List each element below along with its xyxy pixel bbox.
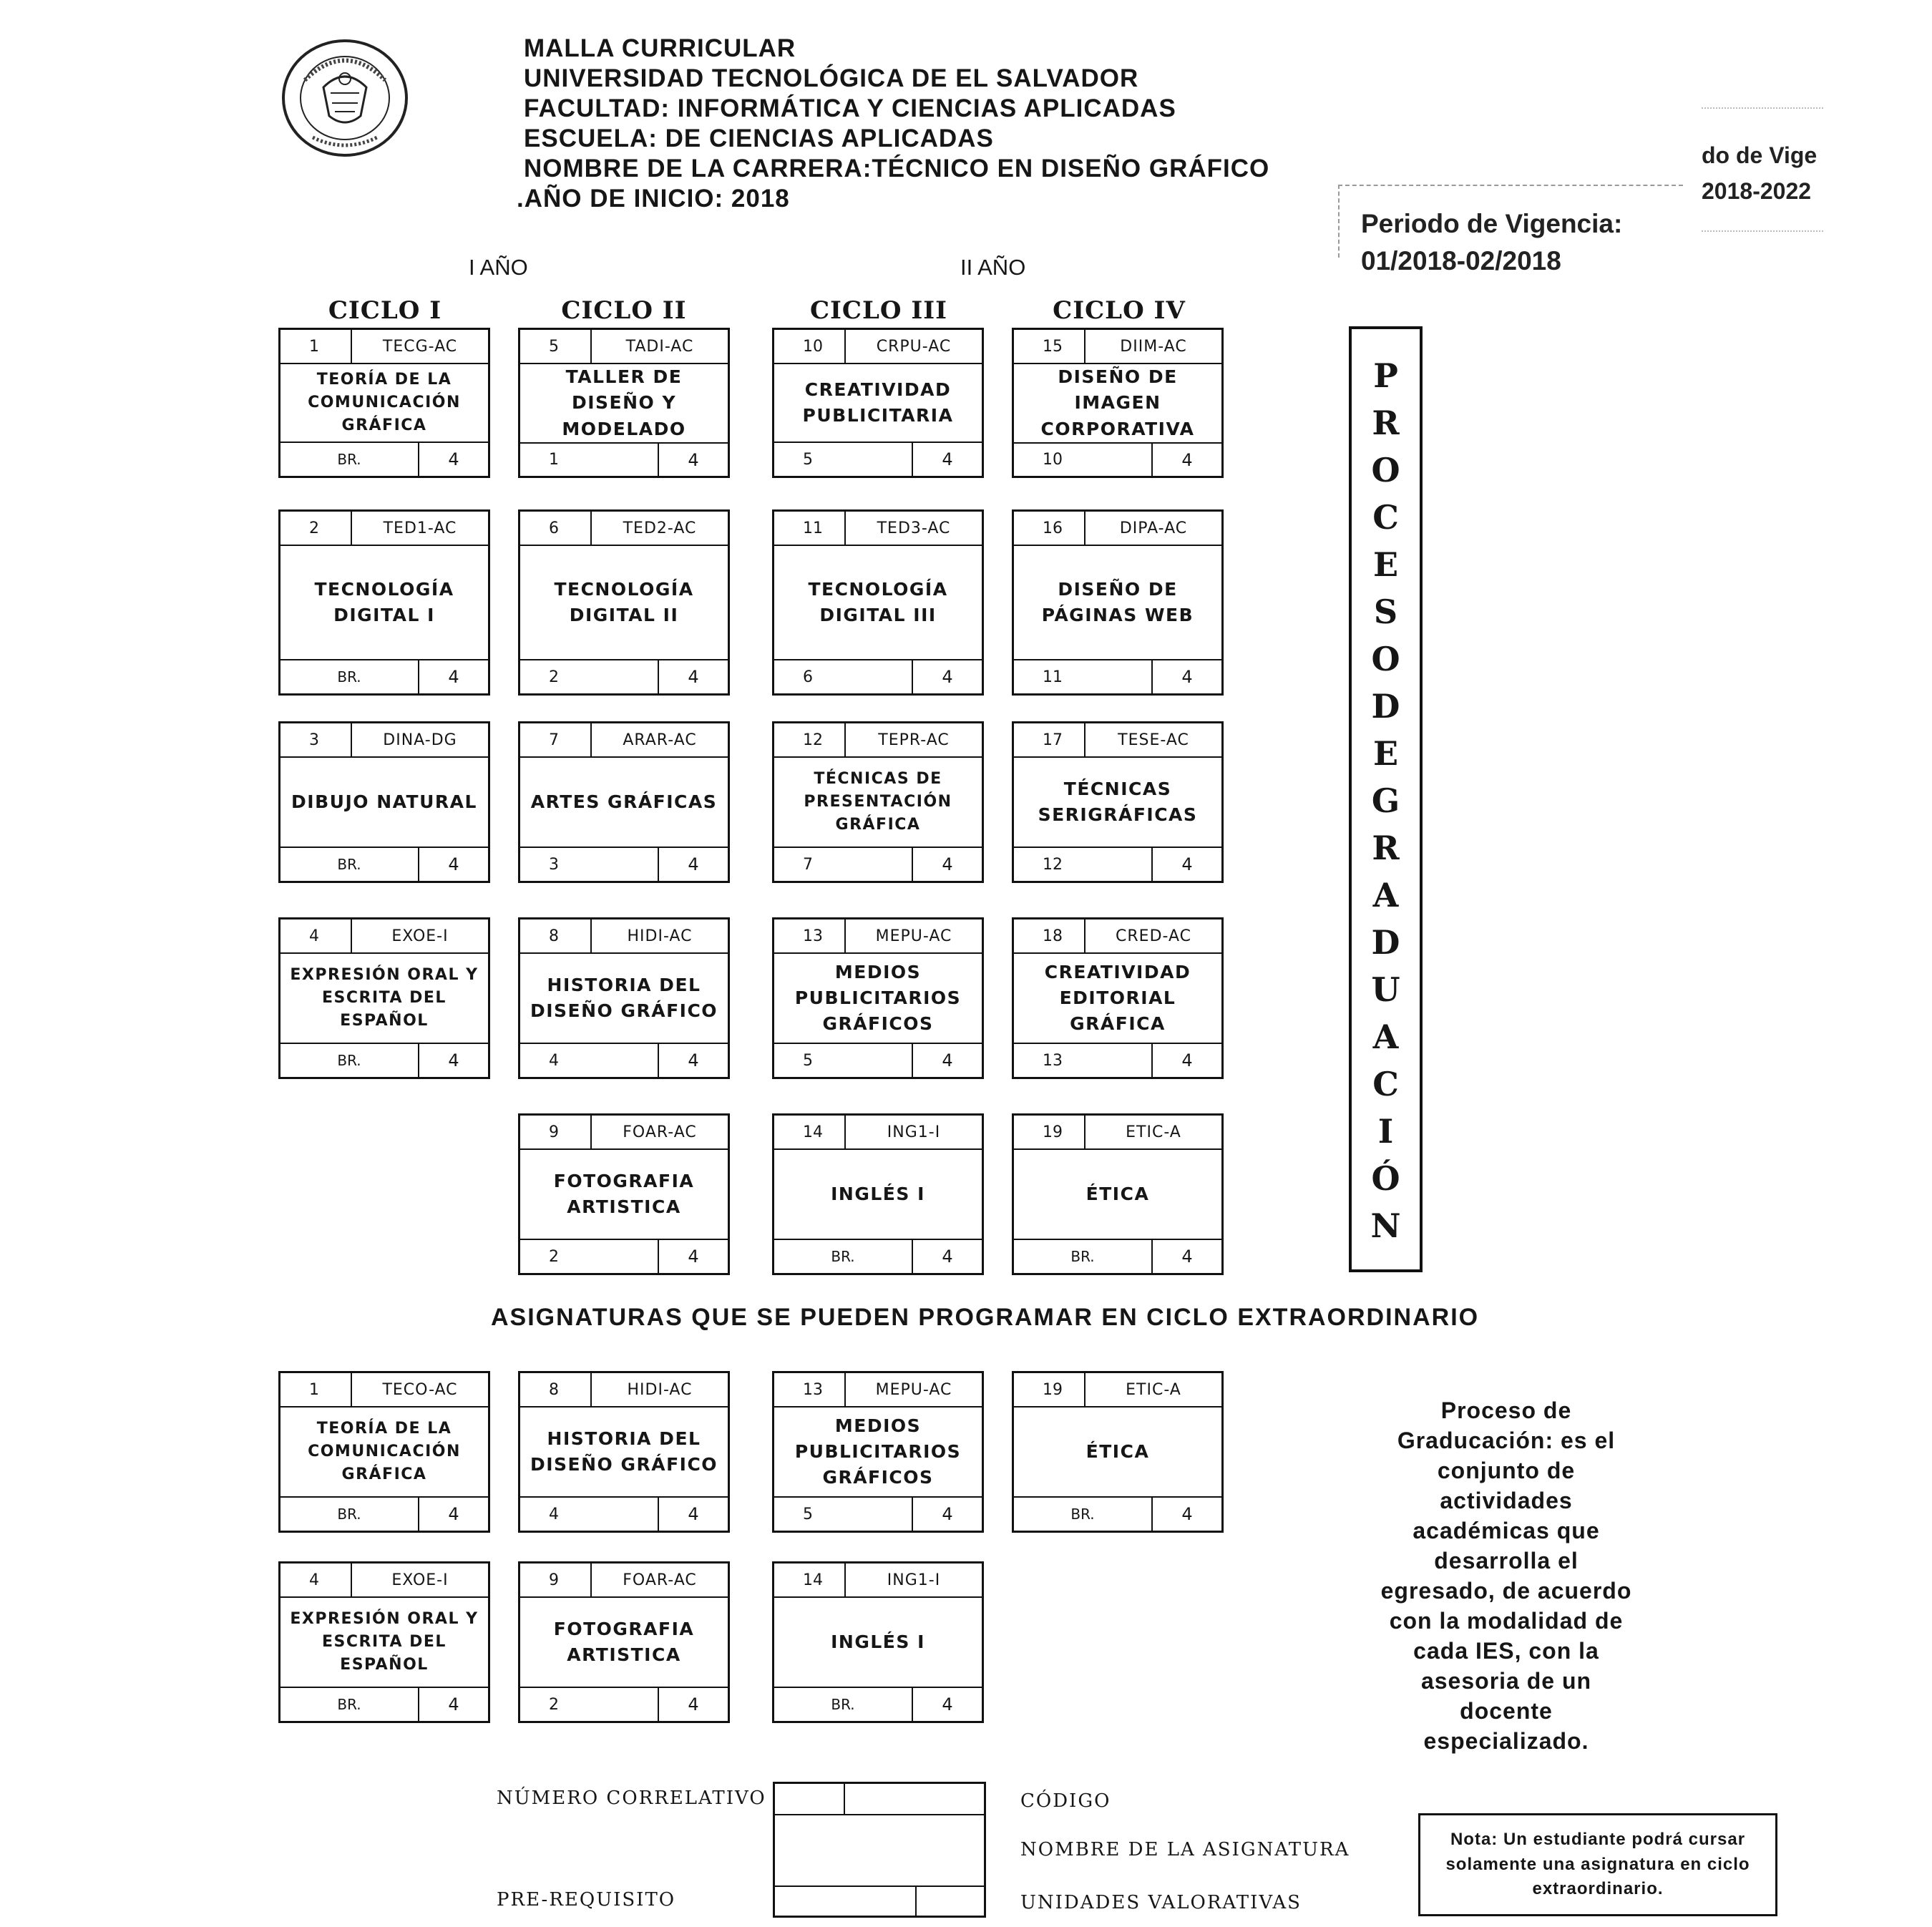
divider	[775, 1814, 984, 1815]
course-card	[1012, 917, 1224, 1079]
course-prerequisite: 2	[520, 1240, 659, 1273]
course-header	[774, 512, 982, 546]
course-prerequisite: BR.	[280, 443, 419, 476]
course-prerequisite: 10	[1014, 444, 1153, 477]
course-code: DIIM-AC	[1120, 337, 1187, 356]
course-footer	[774, 1043, 982, 1077]
divider	[844, 1784, 845, 1814]
course-footer	[520, 1687, 728, 1721]
course-units: 4	[688, 667, 699, 687]
course-footer	[520, 659, 728, 693]
divider	[1702, 107, 1823, 109]
course-units: 4	[688, 854, 699, 874]
course-footer	[280, 659, 488, 693]
course-name: TECNOLOGÍA DIGITAL III	[808, 578, 948, 625]
course-units: 4	[942, 1050, 953, 1070]
course-footer	[520, 442, 728, 477]
course-number: 14	[774, 1563, 846, 1596]
course-header	[520, 1563, 728, 1598]
cycle-label-2: CICLO II	[561, 296, 687, 325]
faculty-name: FACULTAD: INFORMÁTICA Y CIENCIAS APLICADAS	[524, 94, 1176, 122]
course-code: ARAR-AC	[623, 731, 697, 749]
course-header	[1014, 512, 1221, 546]
course-footer	[774, 1239, 982, 1273]
course-number: 9	[520, 1116, 592, 1148]
course-code: FOAR-AC	[623, 1123, 697, 1141]
course-prerequisite: BR.	[280, 848, 419, 881]
graduation-letter: Ó	[1371, 1159, 1400, 1198]
footnote-box: Nota: Un estudiante podrá cursar solamente una asignatura en ciclo extraordinario.	[1418, 1813, 1777, 1916]
course-prerequisite: 6	[774, 660, 913, 693]
course-units: 4	[942, 449, 953, 469]
course-number: 13	[774, 1373, 846, 1406]
course-header	[1014, 1116, 1221, 1150]
course-number: 18	[1014, 919, 1085, 952]
graduation-letter: D	[1371, 687, 1400, 726]
course-header	[774, 330, 982, 364]
course-prerequisite: BR.	[280, 1044, 419, 1077]
course-footer	[1014, 1496, 1221, 1531]
course-number: 4	[280, 1563, 352, 1596]
course-units: 4	[942, 854, 953, 874]
course-card	[1012, 1113, 1224, 1275]
graduation-letter: O	[1371, 451, 1400, 489]
course-units: 4	[688, 1694, 699, 1714]
course-number: 7	[520, 723, 592, 756]
course-name: CREATIVIDAD PUBLICITARIA	[802, 379, 954, 426]
course-header	[1014, 330, 1221, 364]
course-card	[278, 509, 490, 696]
course-footer	[1014, 1043, 1221, 1077]
course-code: MEPU-AC	[875, 927, 952, 945]
course-number: 9	[520, 1563, 592, 1596]
course-header	[520, 723, 728, 758]
course-prerequisite: 5	[774, 443, 913, 476]
period-value-cut: 01/2018-02/2018	[1361, 246, 1561, 275]
course-name: FOTOGRAFIA ARTISTICA	[553, 1170, 695, 1217]
course-card	[1012, 509, 1224, 696]
extra-cycle-title: ASIGNATURAS QUE SE PUEDEN PROGRAMAR EN CICLO EXTRAORDINARIO	[491, 1304, 1480, 1331]
course-footer	[280, 1496, 488, 1531]
course-units: 4	[448, 1694, 459, 1714]
course-prerequisite: BR.	[280, 1688, 419, 1721]
course-units: 4	[942, 667, 953, 687]
course-header	[1014, 919, 1221, 954]
course-prerequisite: 4	[520, 1498, 659, 1531]
course-units: 4	[688, 1050, 699, 1070]
course-header	[520, 1116, 728, 1150]
graduation-letter: D	[1371, 923, 1400, 962]
course-footer	[520, 1043, 728, 1077]
graduation-letter: R	[1372, 829, 1400, 867]
course-code: ETIC-A	[1126, 1380, 1181, 1399]
course-number: 8	[520, 919, 592, 952]
course-footer	[1014, 659, 1221, 693]
course-prerequisite: 12	[1014, 848, 1153, 881]
course-name: DISEÑO DE IMAGEN CORPORATIVA	[1040, 366, 1195, 439]
year-label-1: I AÑO	[469, 255, 528, 280]
course-name: INGLÉS I	[831, 1631, 925, 1652]
course-units: 4	[942, 1247, 953, 1267]
course-code: CRED-AC	[1116, 927, 1191, 945]
course-name: MEDIOS PUBLICITARIOS GRÁFICOS	[794, 1415, 962, 1488]
course-units: 4	[1181, 1050, 1193, 1070]
course-units: 4	[448, 1504, 459, 1524]
course-footer	[774, 847, 982, 881]
course-header	[280, 1373, 488, 1408]
course-card	[278, 1371, 490, 1533]
course-card	[518, 1113, 730, 1275]
course-prerequisite: BR.	[774, 1688, 913, 1721]
course-card	[518, 917, 730, 1079]
course-footer	[774, 1687, 982, 1721]
course-name: TÉCNICAS DE PRESENTACIÓN GRÁFICA	[804, 770, 952, 834]
course-units: 4	[448, 1050, 459, 1070]
course-header	[774, 919, 982, 954]
course-footer	[280, 1687, 488, 1721]
cycle-label-1: CICLO I	[328, 296, 442, 325]
course-code: TECO-AC	[382, 1380, 458, 1399]
course-code: ETIC-A	[1126, 1123, 1181, 1141]
graduation-note: Proceso de Graducación: es el conjunto de actividades académicas que desarrolla el egresado, de acuerdo con la modalidad de cada IES, con la asesoria de un docente especializado.	[1380, 1397, 1632, 1754]
course-units: 4	[688, 449, 699, 470]
course-prerequisite: 5	[774, 1498, 913, 1531]
course-number: 12	[774, 723, 846, 756]
course-number: 17	[1014, 723, 1085, 756]
course-code: TED2-AC	[623, 519, 697, 537]
course-header	[774, 1116, 982, 1150]
course-code: TED3-AC	[877, 519, 951, 537]
course-code: TEPR-AC	[878, 731, 950, 749]
course-prerequisite: 13	[1014, 1044, 1153, 1077]
course-card	[278, 917, 490, 1079]
course-footer	[520, 847, 728, 881]
course-name: EXPRESIÓN ORAL Y ESCRITA DEL ESPAÑOL	[290, 966, 479, 1030]
course-prerequisite: 3	[520, 848, 659, 881]
course-name: TEORÍA DE LA COMUNICACIÓN GRÁFICA	[308, 371, 461, 434]
graduation-letter: O	[1371, 640, 1400, 678]
course-code: HIDI-AC	[627, 927, 693, 945]
course-header	[520, 330, 728, 364]
divider	[915, 1885, 917, 1916]
course-units: 4	[448, 854, 459, 874]
graduation-letter: C	[1372, 498, 1399, 537]
course-card	[772, 328, 984, 478]
legend-numero: NÚMERO CORRELATIVO	[497, 1787, 766, 1809]
course-prerequisite: BR.	[280, 660, 419, 693]
course-footer	[1014, 442, 1221, 477]
course-footer	[1014, 847, 1221, 881]
graduation-letter: R	[1372, 404, 1400, 442]
year-label-2: II AÑO	[960, 255, 1026, 280]
course-header	[774, 1373, 982, 1408]
course-number: 16	[1014, 512, 1085, 545]
course-card	[772, 509, 984, 696]
legend-nombre: NOMBRE DE LA ASIGNATURA	[1020, 1839, 1350, 1860]
course-header	[280, 512, 488, 546]
graduation-letter: I	[1377, 1112, 1394, 1151]
period-cut-text	[1702, 137, 1817, 209]
course-card	[278, 721, 490, 883]
divider	[775, 1885, 984, 1887]
period-label: Periodo de Vigencia:	[1361, 209, 1623, 238]
course-units: 4	[1181, 667, 1193, 687]
course-card	[772, 917, 984, 1079]
course-units: 4	[448, 449, 459, 469]
course-number: 1	[280, 330, 352, 363]
course-prerequisite: 4	[520, 1044, 659, 1077]
course-card	[1012, 328, 1224, 478]
doc-title: MALLA CURRICULAR	[524, 34, 796, 62]
course-name: TÉCNICAS SERIGRÁFICAS	[1038, 778, 1198, 825]
course-units: 4	[942, 1504, 953, 1524]
period-cut-line: do de Vige	[1702, 142, 1818, 168]
course-prerequisite: 1	[520, 444, 659, 477]
course-header	[774, 723, 982, 758]
course-header	[520, 919, 728, 954]
course-prerequisite: BR.	[774, 1240, 913, 1273]
course-header	[280, 919, 488, 954]
course-footer	[520, 1239, 728, 1273]
course-header	[280, 723, 488, 758]
course-card	[1012, 1371, 1224, 1533]
course-code: EXOE-I	[391, 1571, 449, 1589]
course-card	[772, 721, 984, 883]
course-card	[518, 1371, 730, 1533]
course-code: EXOE-I	[391, 927, 449, 945]
course-prerequisite: BR.	[1014, 1498, 1153, 1531]
university-seal-icon	[280, 37, 409, 159]
start-year: .AÑO DE INICIO: 2018	[517, 185, 790, 213]
course-code: ING1-I	[887, 1571, 941, 1589]
course-number: 8	[520, 1373, 592, 1406]
graduation-letter: E	[1372, 545, 1399, 584]
course-header	[280, 1563, 488, 1598]
course-name: TEORÍA DE LA COMUNICACIÓN GRÁFICA	[308, 1420, 461, 1483]
course-name: CREATIVIDAD EDITORIAL GRÁFICA	[1044, 961, 1191, 1035]
course-units: 4	[1181, 1247, 1193, 1267]
graduation-letter: A	[1372, 1018, 1399, 1056]
course-footer	[774, 659, 982, 693]
course-units: 4	[1181, 1504, 1193, 1524]
course-name: DIBUJO NATURAL	[291, 791, 477, 812]
course-card	[772, 1113, 984, 1275]
course-card	[1012, 721, 1224, 883]
course-code: TECG-AC	[382, 337, 458, 356]
course-number: 14	[774, 1116, 846, 1148]
course-prerequisite: 11	[1014, 660, 1153, 693]
course-card	[772, 1561, 984, 1723]
course-footer	[774, 1496, 982, 1531]
course-number: 1	[280, 1373, 352, 1406]
course-prerequisite: 2	[520, 660, 659, 693]
course-header	[280, 330, 488, 364]
course-name: ARTES GRÁFICAS	[530, 791, 718, 812]
course-units: 4	[688, 1504, 699, 1524]
graduation-letter: P	[1373, 356, 1398, 395]
course-header	[520, 1373, 728, 1408]
course-code: MEPU-AC	[875, 1380, 952, 1399]
course-name: EXPRESIÓN ORAL Y ESCRITA DEL ESPAÑOL	[290, 1610, 479, 1674]
graduation-letter: E	[1372, 734, 1399, 773]
course-prerequisite: BR.	[1014, 1240, 1153, 1273]
course-number: 19	[1014, 1373, 1085, 1406]
course-name: ÉTICA	[1085, 1440, 1150, 1462]
cycle-label-3: CICLO III	[809, 296, 948, 325]
course-code: DINA-DG	[383, 731, 457, 749]
course-header	[1014, 723, 1221, 758]
course-footer	[520, 1496, 728, 1531]
graduation-letter: A	[1372, 876, 1399, 914]
cycle-label-4: CICLO IV	[1053, 296, 1186, 325]
graduation-letter: G	[1371, 781, 1400, 820]
course-units: 4	[1181, 854, 1193, 874]
divider	[1702, 230, 1823, 232]
period-box	[1338, 185, 1683, 275]
course-number: 13	[774, 919, 846, 952]
course-number: 3	[280, 723, 352, 756]
course-header	[1014, 1373, 1221, 1408]
course-number: 10	[774, 330, 846, 363]
course-footer	[280, 441, 488, 476]
course-footer	[280, 847, 488, 881]
course-number: 2	[280, 512, 352, 545]
school-name: ESCUELA: DE CIENCIAS APLICADAS	[524, 125, 994, 152]
course-card	[518, 328, 730, 478]
course-prerequisite: 2	[520, 1688, 659, 1721]
course-prerequisite: BR.	[280, 1498, 419, 1531]
course-name: DISEÑO DE PÁGINAS WEB	[1041, 578, 1194, 625]
course-code: CRPU-AC	[876, 337, 952, 356]
course-card	[772, 1371, 984, 1533]
graduation-process-box	[1349, 326, 1423, 1272]
course-number: 4	[280, 919, 352, 952]
course-name: FOTOGRAFIA ARTISTICA	[553, 1618, 695, 1665]
course-units: 4	[448, 667, 459, 687]
legend-prereq: PRE-REQUISITO	[497, 1889, 676, 1911]
course-footer	[1014, 1239, 1221, 1273]
course-card	[518, 721, 730, 883]
course-units: 4	[1181, 449, 1193, 470]
course-card	[278, 328, 490, 478]
graduation-letter: S	[1373, 592, 1398, 631]
course-code: ING1-I	[887, 1123, 941, 1141]
course-card	[518, 1561, 730, 1723]
graduation-letter: C	[1372, 1065, 1399, 1103]
course-code: TESE-AC	[1118, 731, 1189, 749]
course-units: 4	[942, 1694, 953, 1714]
course-prerequisite: 5	[774, 1044, 913, 1077]
course-name: TECNOLOGÍA DIGITAL I	[314, 578, 454, 625]
course-card	[278, 1561, 490, 1723]
course-name: TALLER DE DISEÑO Y MODELADO	[562, 366, 686, 439]
course-footer	[280, 1043, 488, 1077]
course-number: 6	[520, 512, 592, 545]
course-code: TADI-AC	[625, 337, 694, 356]
course-header	[520, 512, 728, 546]
course-name: ÉTICA	[1085, 1183, 1150, 1204]
course-code: TED1-AC	[383, 519, 457, 537]
course-name: MEDIOS PUBLICITARIOS GRÁFICOS	[794, 961, 962, 1035]
course-code: HIDI-AC	[627, 1380, 693, 1399]
course-number: 5	[520, 330, 592, 363]
course-card	[518, 509, 730, 696]
course-number: 15	[1014, 330, 1085, 363]
course-footer	[774, 441, 982, 476]
course-name: HISTORIA DEL DISEÑO GRÁFICO	[530, 1428, 718, 1475]
university-name: UNIVERSIDAD TECNOLÓGICA DE EL SALVADOR	[524, 64, 1139, 92]
period-cut-line: 2018-2022	[1702, 178, 1812, 204]
course-code: FOAR-AC	[623, 1571, 697, 1589]
course-number: 19	[1014, 1116, 1085, 1148]
course-header	[774, 1563, 982, 1598]
graduation-letter: U	[1371, 970, 1400, 1009]
course-number: 11	[774, 512, 846, 545]
career-name: NOMBRE DE LA CARRERA:TÉCNICO EN DISEÑO GRÁFICO	[524, 155, 1270, 182]
course-code: DIPA-AC	[1119, 519, 1188, 537]
graduation-letter: N	[1370, 1206, 1401, 1245]
course-name: HISTORIA DEL DISEÑO GRÁFICO	[530, 974, 718, 1021]
course-name: INGLÉS I	[831, 1183, 925, 1204]
legend-box	[773, 1782, 986, 1918]
course-prerequisite: 7	[774, 848, 913, 881]
course-units: 4	[688, 1247, 699, 1267]
course-name: TECNOLOGÍA DIGITAL II	[554, 578, 694, 625]
legend-uv: UNIDADES VALORATIVAS	[1020, 1892, 1302, 1913]
legend-codigo: CÓDIGO	[1020, 1790, 1111, 1812]
